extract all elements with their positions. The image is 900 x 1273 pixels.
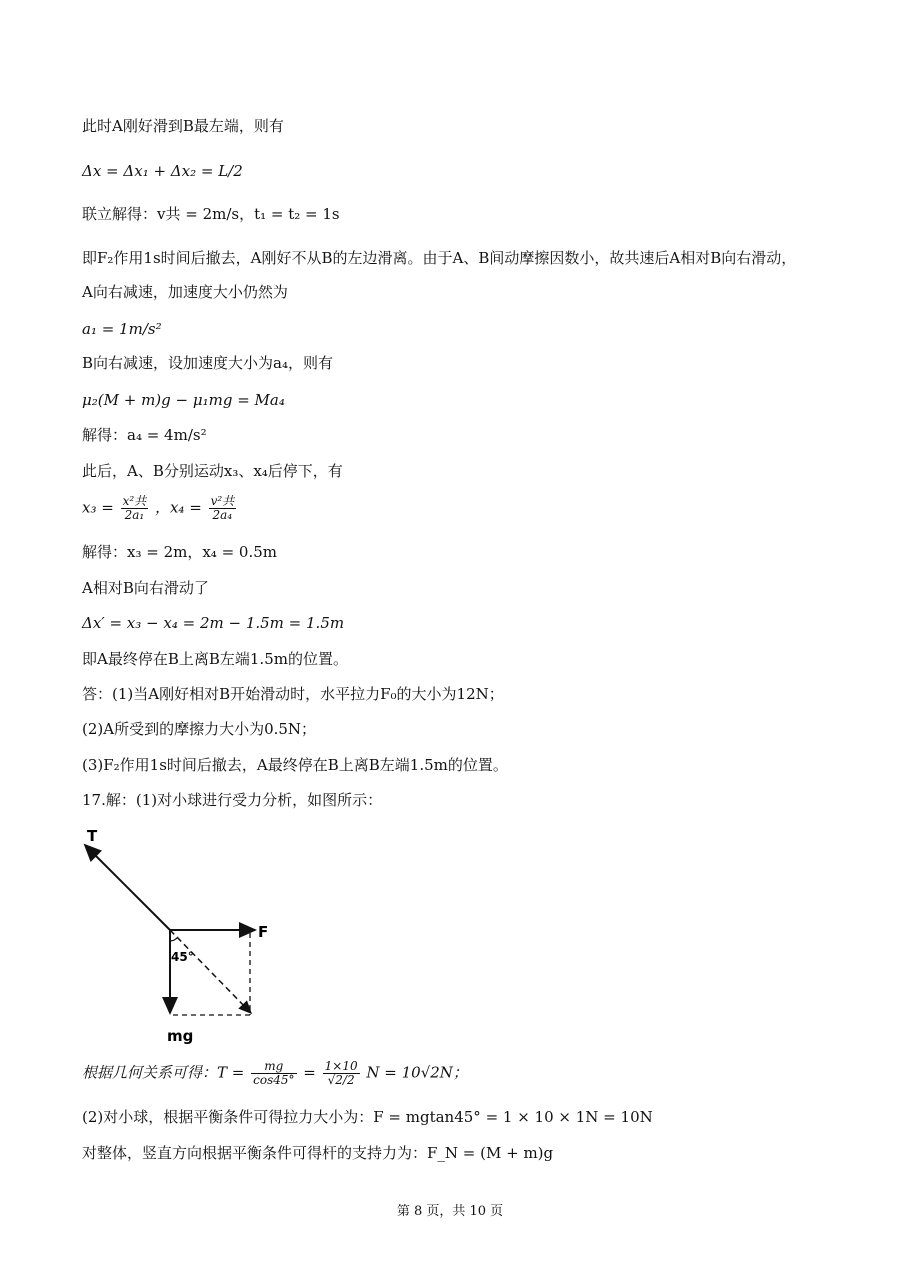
text-line: 对整体，竖直方向根据平衡条件可得杆的支持力为：F_N = (M + m)g [82,1144,554,1162]
label-angle: 45° [171,950,194,964]
eq-part: = [303,1063,316,1082]
text-line: 解得：x₃ = 2m，x₄ = 0.5m [82,543,278,561]
equation-delta-x-prime: Δx′ = x₃ − x₄ = 2m − 1.5m = 1.5m [82,614,345,632]
fraction-numerator: v²共 [210,494,235,508]
text-line: 即F₂作用1s时间后撤去，A刚好不从B的左边滑离。由于A、B间动摩擦因数小，故共速后A相对B向右滑动， [82,249,797,267]
tension-arrow [85,845,170,930]
text-line: 即A最终停在B上离B左端1.5m的位置。 [82,650,348,668]
text-line: 联立解得：v共 = 2m/s，t₁ = t₂ = 1s [82,205,340,223]
equation-a1: a₁ = 1m/s² [82,320,162,338]
text-line: B向右减速，设加速度大小为a₄，则有 [82,354,333,372]
fraction-denominator: √2/2 [327,1073,355,1087]
text-line: A相对B向右滑动了 [82,579,209,597]
resultant-dashed-arrow [170,930,251,1013]
equation-newton: μ₂(M + m)g − μ₁mg = Ma₄ [82,391,285,409]
eq-part: N = 10√2N； [366,1063,468,1082]
text-line: 解得：a₄ = 4m/s² [82,426,207,444]
angle-arc [170,937,178,941]
text-line: 此后，A、B分别运动x₃、x₄后停下，有 [82,462,343,480]
force-diagram [75,823,285,1048]
problem-17-heading: 17.解：(1)对小球进行受力分析，如图所示： [82,791,383,809]
answer-line: 答：(1)当A刚好相对B开始滑动时，水平拉力F₀的大小为12N； [82,685,504,703]
fraction-denominator: 2a₁ [124,508,145,522]
label-t: T [87,827,98,845]
fraction-numerator: 1×10 [324,1059,358,1073]
eq-part: x₃ = [82,498,114,517]
answer-line: (3)F₂作用1s时间后撤去，A最终停在B上离B左端1.5m的位置。 [82,756,508,774]
fraction-numerator: mg [251,1060,296,1074]
label-mg: mg [167,1027,194,1045]
page-footer: 第 8 页，共 10 页 [396,1204,504,1219]
fraction [251,1060,296,1087]
eq-part: ，x₄ = [154,498,202,517]
text-line: A向右减速，加速度大小仍然为 [82,283,288,301]
label-f: F [258,923,269,941]
text-line: (2)对小球，根据平衡条件可得拉力大小为：F = mgtan45° = 1 × 10 × 1N = 10N [82,1108,653,1126]
fraction [121,495,149,522]
eq-part: 根据几何关系可得：T = [82,1063,245,1082]
fraction-denominator: cos45° [253,1073,295,1087]
equation-delta-x: Δx = Δx₁ + Δx₂ = L/2 [82,162,243,180]
answer-line: (2)A所受到的摩擦力大小为0.5N； [82,720,317,738]
equation-x3-x4 [82,495,238,522]
fraction [209,495,237,522]
text-line: 此时A刚好滑到B最左端，则有 [82,117,284,135]
fraction [323,1060,360,1087]
fraction-numerator: x²共 [122,494,147,508]
fraction-denominator: 2a₄ [212,508,233,522]
equation-tension [82,1060,468,1087]
